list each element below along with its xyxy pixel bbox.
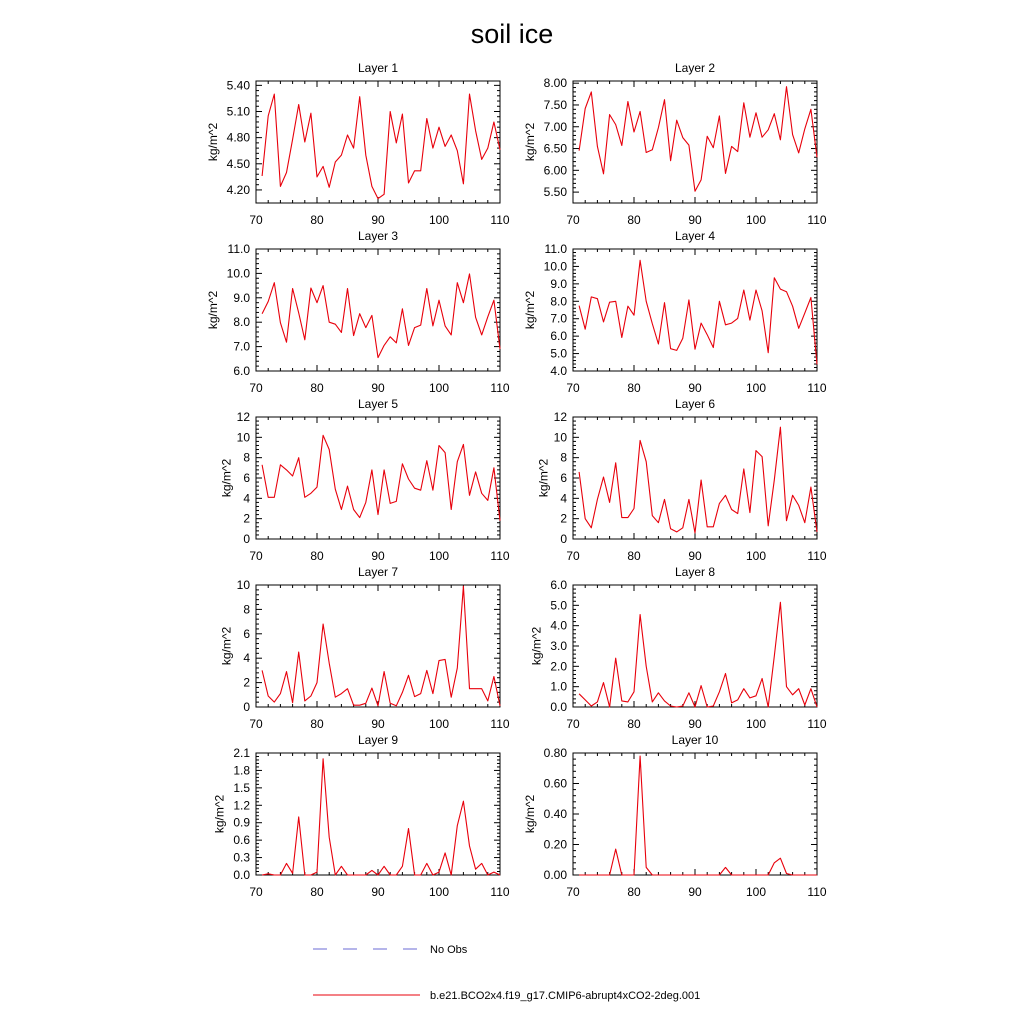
- panel-layer-2: [523, 61, 827, 227]
- layer-3-x-tick-label: 100: [428, 381, 450, 395]
- panel-layer-10: [523, 733, 827, 899]
- layer-6-y-axis-label: kg/m^2: [536, 458, 551, 498]
- layer-8-x-tick-label: 90: [688, 717, 702, 731]
- layer-2-x-tick-label: 100: [745, 213, 767, 227]
- layer-6-y-tick-label: 10: [553, 430, 567, 445]
- layer-9-x-tick-label: 70: [249, 885, 263, 899]
- layer-4-x-tick-label: 90: [688, 381, 702, 395]
- layer-8-x-tick-label: 70: [566, 717, 580, 731]
- layer-3-plot-frame: [256, 249, 500, 371]
- layer-4-y-tick-label: 4.0: [550, 364, 567, 378]
- legend: [313, 944, 700, 1002]
- layer-5-y-tick-label: 2: [243, 511, 250, 526]
- layer-10-x-tick-label: 80: [627, 885, 641, 899]
- layer-4-y-axis-label: kg/m^2: [522, 290, 537, 330]
- layer-5-x-tick-label: 100: [428, 549, 450, 563]
- layer-9-y-tick-label: 1.5: [233, 780, 250, 795]
- layer-5-x-tick-label: 90: [371, 549, 385, 563]
- layer-3-x-tick-label: 90: [371, 381, 385, 395]
- layer-9-y-tick-label: 1.2: [233, 798, 250, 813]
- layer-3-y-tick-label: 6.0: [233, 364, 250, 378]
- layer-1-y-tick-label: 4.50: [226, 156, 250, 171]
- layer-6-x-tick-label: 70: [566, 549, 580, 563]
- layer-3-x-tick-label: 70: [249, 381, 263, 395]
- panel-layer-4: [523, 229, 827, 395]
- layer-2-series-line: [579, 87, 817, 192]
- layer-9-y-axis-label: kg/m^2: [212, 794, 227, 834]
- layer-7-x-tick-label: 90: [371, 717, 385, 731]
- panel-layer-5: [219, 397, 509, 563]
- layer-2-y-tick-label: 7.00: [543, 119, 567, 134]
- layer-10-series-line: [579, 756, 817, 875]
- layer-9-plot-frame: [256, 753, 500, 875]
- layer-7-x-tick-label: 70: [249, 717, 263, 731]
- layer-3-x-tick-label: 110: [490, 381, 510, 395]
- legend-label-no-obs: No Obs: [430, 944, 468, 956]
- layer-10-y-tick-label: 0.40: [543, 807, 567, 821]
- layer-10-plot-frame: [573, 753, 817, 875]
- layer-1-x-tick-label: 80: [310, 213, 324, 227]
- layer-2-y-tick-label: 5.50: [543, 185, 567, 200]
- layer-8-y-axis-label: kg/m^2: [529, 626, 544, 666]
- layer-9-x-tick-label: 90: [371, 885, 385, 899]
- layer-10-x-tick-label: 70: [566, 885, 580, 899]
- layer-6-y-tick-label: 6: [560, 471, 567, 485]
- layer-4-y-tick-label: 9.0: [550, 276, 567, 291]
- layer-1-series-line: [262, 94, 500, 199]
- layer-8-x-tick-label: 100: [745, 717, 767, 731]
- layer-1-x-tick-label: 70: [249, 213, 263, 227]
- layer-6-title: Layer 6: [674, 397, 716, 411]
- layer-8-title: Layer 8: [674, 565, 716, 579]
- layer-4-x-tick-label: 100: [745, 381, 767, 395]
- layer-5-y-tick-label: 0: [243, 532, 250, 546]
- layer-9-x-tick-label: 110: [490, 885, 510, 899]
- layer-8-series-line: [579, 602, 817, 707]
- layer-6-y-tick-label: 0: [560, 532, 567, 546]
- panel-layer-7: [219, 565, 509, 731]
- layer-3-x-tick-label: 80: [310, 381, 324, 395]
- layer-4-y-tick-label: 5.0: [550, 346, 567, 361]
- layer-1-y-tick-label: 5.10: [226, 104, 250, 119]
- panel-layer-8: [530, 565, 827, 731]
- layer-6-y-tick-label: 4: [560, 491, 567, 506]
- layer-2-x-tick-label: 80: [627, 213, 641, 227]
- layer-1-y-tick-label: 5.40: [226, 78, 250, 93]
- layer-5-series-line: [262, 435, 500, 520]
- layer-7-series-line: [262, 586, 500, 706]
- layer-1-y-axis-label: kg/m^2: [205, 122, 220, 162]
- layer-7-plot-frame: [256, 585, 500, 707]
- layer-2-y-tick-label: 6.50: [543, 141, 567, 156]
- layer-2-y-tick-label: 6.00: [543, 163, 567, 178]
- layer-10-x-tick-label: 100: [745, 885, 767, 899]
- layer-9-y-tick-label: 0.9: [233, 815, 250, 830]
- layer-4-x-tick-label: 110: [807, 381, 827, 395]
- layer-7-y-tick-label: 10: [236, 578, 250, 592]
- layer-8-y-tick-label: 2.0: [550, 659, 567, 674]
- layer-7-y-tick-label: 2: [243, 675, 250, 690]
- layer-9-x-tick-label: 100: [428, 885, 450, 899]
- layer-9-y-tick-label: 1.8: [233, 763, 250, 778]
- layer-10-x-tick-label: 90: [688, 885, 702, 899]
- layer-4-x-tick-label: 80: [627, 381, 641, 395]
- layer-1-y-tick-label: 4.80: [226, 130, 250, 145]
- layer-10-y-tick-label: 0.60: [543, 776, 567, 791]
- layer-7-y-axis-label: kg/m^2: [219, 626, 234, 666]
- layer-5-title: Layer 5: [357, 397, 399, 411]
- layer-2-plot-frame: [573, 81, 817, 203]
- layer-6-y-tick-label: 2: [560, 511, 567, 526]
- layer-9-y-tick-label: 0.6: [233, 833, 250, 848]
- layer-2-title: Layer 2: [674, 61, 716, 75]
- layer-5-y-tick-label: 4: [243, 491, 250, 506]
- layer-8-y-tick-label: 0.0: [550, 700, 567, 714]
- layer-6-x-tick-label: 110: [807, 549, 827, 563]
- layer-5-x-tick-label: 80: [310, 549, 324, 563]
- layer-2-x-tick-label: 70: [566, 213, 580, 227]
- layer-3-series-line: [262, 274, 500, 358]
- layer-5-x-tick-label: 110: [490, 549, 510, 563]
- panel-layer-3: [206, 229, 510, 395]
- layer-3-y-tick-label: 8.0: [233, 315, 250, 330]
- layer-9-x-tick-label: 80: [310, 885, 324, 899]
- panel-layer-6: [536, 397, 826, 563]
- layer-6-x-tick-label: 80: [627, 549, 641, 563]
- layer-4-title: Layer 4: [674, 229, 716, 243]
- layer-2-x-tick-label: 90: [688, 213, 702, 227]
- layer-4-y-tick-label: 7.0: [550, 311, 567, 326]
- layer-4-plot-frame: [573, 249, 817, 371]
- layer-1-x-tick-label: 90: [371, 213, 385, 227]
- layer-10-x-tick-label: 110: [807, 885, 827, 899]
- layer-8-y-tick-label: 5.0: [550, 598, 567, 613]
- layer-3-y-tick-label: 9.0: [233, 290, 250, 305]
- layer-5-y-tick-label: 10: [236, 430, 250, 445]
- layer-2-y-axis-label: kg/m^2: [522, 122, 537, 162]
- panel-layer-1: [206, 61, 510, 227]
- layer-9-title: Layer 9: [357, 733, 399, 747]
- layer-7-y-tick-label: 0: [243, 700, 250, 714]
- layer-5-y-tick-label: 6: [243, 471, 250, 485]
- layer-9-y-tick-label: 0.3: [233, 850, 250, 865]
- layer-8-x-tick-label: 110: [807, 717, 827, 731]
- layer-5-y-tick-label: 12: [236, 410, 250, 424]
- legend-label-model: b.e21.BCO2x4.f19_g17.CMIP6-abrupt4xCO2-2deg.001: [430, 990, 701, 1002]
- layer-1-x-tick-label: 110: [490, 213, 510, 227]
- layer-7-y-tick-label: 6: [243, 626, 250, 641]
- layer-10-y-tick-label: 0.00: [543, 868, 567, 882]
- layer-1-y-tick-label: 4.20: [226, 182, 250, 197]
- layer-6-x-tick-label: 100: [745, 549, 767, 563]
- layer-1-x-tick-label: 100: [428, 213, 450, 227]
- layer-7-x-tick-label: 100: [428, 717, 450, 731]
- layer-9-y-tick-label: 0.0: [233, 868, 250, 882]
- layer-6-series-line: [579, 427, 817, 533]
- layer-7-y-tick-label: 4: [243, 651, 250, 666]
- layer-7-title: Layer 7: [357, 565, 399, 579]
- layer-5-x-tick-label: 70: [249, 549, 263, 563]
- layer-5-plot-frame: [256, 417, 500, 539]
- layer-3-y-tick-label: 10.0: [226, 266, 250, 281]
- layer-8-x-tick-label: 80: [627, 717, 641, 731]
- layer-4-series-line: [579, 260, 817, 364]
- layer-4-y-tick-label: 8.0: [550, 294, 567, 309]
- layer-4-y-tick-label: 11.0: [544, 242, 567, 256]
- layer-4-x-tick-label: 70: [566, 381, 580, 395]
- layer-2-y-tick-label: 7.50: [543, 97, 567, 112]
- layer-5-y-axis-label: kg/m^2: [219, 458, 234, 498]
- layer-5-y-tick-label: 8: [243, 450, 250, 465]
- layer-10-title: Layer 10: [671, 733, 719, 747]
- figure-title: soil ice: [470, 19, 554, 49]
- layer-10-y-axis-label: kg/m^2: [522, 794, 537, 834]
- layer-10-y-tick-label: 0.20: [543, 837, 567, 852]
- layer-3-y-tick-label: 11.0: [227, 242, 250, 256]
- layer-9-series-line: [262, 759, 500, 875]
- layer-6-y-tick-label: 12: [553, 410, 567, 424]
- panels: [206, 61, 827, 899]
- layer-9-y-tick-label: 2.1: [233, 746, 250, 760]
- layer-2-x-tick-label: 110: [807, 213, 827, 227]
- layer-4-y-tick-label: 10.0: [543, 259, 567, 274]
- layer-1-title: Layer 1: [357, 61, 399, 75]
- panel-layer-9: [213, 733, 510, 899]
- layer-7-y-tick-label: 8: [243, 602, 250, 617]
- layer-8-y-tick-label: 1.0: [550, 679, 567, 694]
- layer-7-x-tick-label: 80: [310, 717, 324, 731]
- layer-8-y-tick-label: 6.0: [550, 578, 567, 592]
- layer-3-y-axis-label: kg/m^2: [205, 290, 220, 330]
- layer-10-y-tick-label: 0.80: [543, 746, 567, 760]
- layer-2-y-tick-label: 8.00: [543, 76, 567, 91]
- layer-3-y-tick-label: 7.0: [233, 339, 250, 354]
- layer-7-x-tick-label: 110: [490, 717, 510, 731]
- layer-8-y-tick-label: 4.0: [550, 618, 567, 633]
- layer-8-y-tick-label: 3.0: [550, 639, 567, 653]
- layer-3-title: Layer 3: [357, 229, 399, 243]
- layer-4-y-tick-label: 6.0: [550, 329, 567, 344]
- layer-6-x-tick-label: 90: [688, 549, 702, 563]
- layer-6-y-tick-label: 8: [560, 450, 567, 465]
